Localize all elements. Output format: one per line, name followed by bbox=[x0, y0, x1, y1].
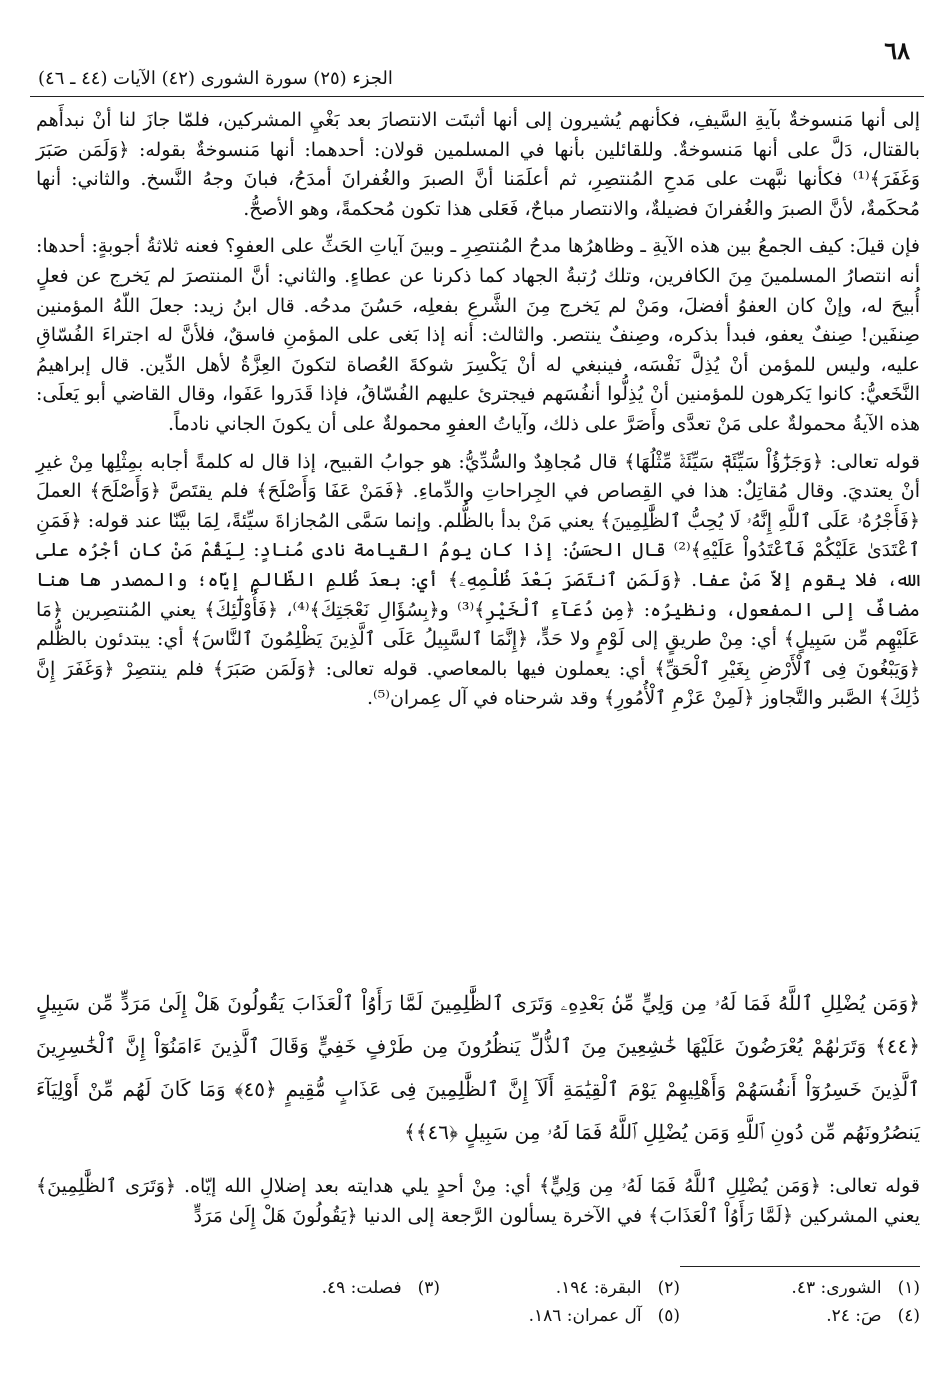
footnote-number: (٣) bbox=[417, 1278, 440, 1298]
footnote bbox=[680, 1302, 920, 1330]
footnote-row bbox=[150, 1274, 920, 1302]
footnote bbox=[440, 1274, 680, 1302]
footnote bbox=[200, 1274, 440, 1302]
footnote-number: (٤) bbox=[897, 1306, 920, 1326]
footnote-text: الشورى: ٤٣. bbox=[791, 1278, 882, 1298]
footnote-text: البقرة: ١٩٤. bbox=[555, 1278, 642, 1298]
page-number: ٦٨ bbox=[884, 36, 910, 65]
footnote-number: (٢) bbox=[657, 1278, 680, 1298]
footnote-row bbox=[150, 1302, 920, 1330]
footnote-text: صَ: ٢٤. bbox=[826, 1306, 882, 1326]
footnote-number: (٥) bbox=[657, 1306, 680, 1326]
footnote-text: آل عمران: ١٨٦. bbox=[528, 1306, 642, 1326]
paragraph: قوله تعالى: ﴿وَجَزَٰٓؤُاْ سَيِّئَةٖ سَيِّئَةٞ مِّثْلُهَا﴾ قال مُجاهِدٌ والسُّدِّيُّ: هو جوابُ القبيح، إذا قال له كلمةً أجابه بمِثْلِها مِنْ غيرِ أنْ يعتديَ. وقال مُقاتِلٌ: هذا في القِصاص في الجِراحاتِ والدِّماءِ. ﴿فَمَنْ عَفَا وَأَصْلَحَ﴾ فلم يقتَصَّ ﴿وَأَصْلَحَ﴾ العملَ ﴿فَأَجْرُهُۥ عَلَى ٱللَّهِ إِنَّهُۥ لَا يُحِبُّ ٱلظَّٰلِمِينَ﴾ يعني مَنْ بدأ بالظُّلم. وإنما سَمَّى المُجازاةَ سيِّئةً، لِمَا بيَّنّا عند قوله: ﴿فَمَنِ ٱعْتَدَىٰ عَلَيْكُمْ فَٱعْتَدُواْ عَلَيْهِ﴾⁽²⁾ قال الحسَنُ: إذا كان يومُ القيامة نادى مُنادٍ: لِيَقُمْ مَنْ كان أجْرُه على الله، فلا يقوم إلاّ مَنْ عفا. ﴿وَلَمَنِ ٱنتَصَرَ بَعْدَ ظُلْمِهِۦ﴾ أي: بعدَ ظُلمِ الظّالمِ إيّاه؛ والمصدر ها هنا مضافٌ إلى المفعول، ونظيرُه: ﴿مِن دُعَآءِ ٱلْخَيْرِ﴾⁽³⁾ و﴿بِسُؤَالِ نَعْجَتِكَ﴾⁽⁴⁾، ﴿فَأُوْلَٰٓئِكَ﴾ يعني المُنتصِرين ﴿مَا عَلَيْهِم مِّن سَبِيلٍ﴾ أي: مِنْ طريقٍ إلى لَوْمٍ ولا حَدٍّ، ﴿إِنَّمَا ٱلسَّبِيلُ عَلَى ٱلَّذِينَ يَظْلِمُونَ ٱلنَّاسَ﴾ أي: يبتدئون بالظُّلم ﴿وَيَبْغُونَ فِى ٱلْأَرْضِ بِغَيْرِ ٱلْحَقِّ﴾ أي: يعملون فيها بالمعاصي. قوله تعالى: ﴿وَلَمَن صَبَرَ﴾ فلم ينتصِرْ ﴿وَغَفَرَ إِنَّ ذَٰلِكَ﴾ الصَّبر والتَّجاوز ﴿لَمِنْ عَزْمِ ٱلْأُمُورِ﴾ وقد شرحناه في آل عِمران⁽⁵⁾. bbox=[36, 450, 920, 710]
commentary-continued: قوله تعالى: ﴿وَمَن يُضْلِلِ ٱللَّهُ فَمَا لَهُۥ مِن وَلِيٍّ﴾ أي: مِنْ أحدٍ يلي هدايته بعد إضلالِ الله إيّاه. ﴿وَتَرَى ٱلظَّٰلِمِينَ﴾ يعني المشركين ﴿لَمَّا رَأَوُاْ ٱلْعَذَابَ﴾ في الآخرة يسألون الرَّجعة إلى الدنيا ﴿يَقُولُونَ هَلْ إِلَىٰ مَرَدٍّ bbox=[36, 1175, 920, 1227]
footnote bbox=[440, 1302, 680, 1330]
footnote bbox=[680, 1274, 920, 1302]
header-rule bbox=[30, 96, 924, 97]
footnote-divider bbox=[680, 1266, 920, 1267]
quran-verses: ﴿وَمَن يُضْلِلِ ٱللَّهُ فَمَا لَهُۥ مِن وَلِيٍّ مِّنۢ بَعْدِهِۦ وَتَرَى ٱلظَّٰلِمِينَ لَمَّا رَأَوُاْ ٱلْعَذَابَ يَقُولُونَ هَلْ إِلَىٰ مَرَدٍّ مِّن سَبِيلٍ ﴿٤٤﴾ وَتَرَىٰهُمْ يُعْرَضُونَ عَلَيْهَا خَٰشِعِينَ مِنَ ٱلذُّلِّ يَنظُرُونَ مِن طَرْفٍ خَفِيٍّ وَقَالَ ٱلَّذِينَ ءَامَنُوٓاْ إِنَّ ٱلْخَٰسِرِينَ ٱلَّذِينَ خَسِرُوٓاْ أَنفُسَهُمْ وَأَهْلِيهِمْ يَوْمَ ٱلْقِيَٰمَةِ أَلَآ إِنَّ ٱلظَّٰلِمِينَ فِى عَذَابٍ مُّقِيمٍ ﴿٤٥﴾ وَمَا كَانَ لَهُم مِّنْ أَوْلِيَآءَ يَنصُرُونَهُم مِّن دُونِ ٱللَّهِ وَمَن يُضْلِلِ ٱللَّهُ فَمَا لَهُۥ مِن سَبِيلٍ ﴿٤٦﴾﴾ bbox=[36, 991, 920, 1144]
paragraph: إلى أنها مَنسوخةٌ بآيةِ السَّيفِ، فكأنهم يُشيرون إلى أنها أثبتَت الانتصارَ بعد بَغْيِ المشركين، فلمّا جازَ لنا أنْ نبدأَهم بالقتال، دَلَّ على أنها مَنسوخةٌ. وللقائلين بأنها في المسلمين قولان: أحدهما: أنها مَنسوخةٌ بقوله: ﴿وَلَمَن صَبَرَ وَغَفَرَ﴾⁽¹⁾ فكأنها نبَّهت على مَدحِ المُنتصِرِ، ثم أعلَمَنا أنَّ الصبرَ والغُفرانَ أمدَحُ، فبانَ وجهُ النَّسخ. والثاني: أنها مُحكَمةٌ، لأنَّ الصبرَ والغُفرانَ فضيلةٌ، والانتصار مباحٌ، فَعَلى هذا تكون مُحكمةً، وهو الأصحُّ. bbox=[36, 109, 920, 220]
footnote-number: (١) bbox=[897, 1278, 920, 1298]
footnote-text: فصلت: ٤٩. bbox=[321, 1278, 402, 1298]
paragraph: فإن قيلَ: كيف الجمعُ بين هذه الآيةِ ـ وظاهرُها مدحُ المُنتصِرِ ـ وبينَ آياتِ الحَثِّ على العفوِ؟ فعنه ثلاثةُ أجوبةٍ: أحدها: أنه انتصارُ المسلمينَ مِنَ الكافرين، وتلك رُتبةُ الجهاد كما ذكرنا عن عطاءٍ. والثاني: أنَّ المنتصرَ لم يَخرج عن فعلٍ أُبيحَ له، وإنْ كان العفوُ أفضلَ، ومَنْ لم يَخرج مِنَ الشَّرعِ بفعلِه، حَسُنَ مدحُه. قال ابنُ زيد: جعلَ اللّهُ المؤمنين صِنفَين! صِنفٌ يعفو، فبدأ بذكره، وصِنفٌ ينتصر. والثالث: أنه إذا بَغى على المؤمنِ فاسقٌ، فلأنَّ له اجتراءَ الفُسّاقِ عليه، وليس للمؤمن أنْ يُذِلَّ نَفْسَه، فينبغي له أنْ يَكْسِرَ شوكةَ العُصاة لتكونَ العِزَّةُ لأهل الدِّين. قال إبراهيمُ النَّخَعيُّ: كانوا يَكرهون للمؤمنين أنْ يُذِلُّوا أنفُسَهم فيجترئ عليهم الفُسّاقُ، فإذا قَدَروا عَفَوا، وقال القاضي أبو يَعلَى: هذه الآيةُ محمولةٌ على مَنْ تعدَّى وأَصَرَّ على ذلك، وآياتُ العفوِ محمولةٌ على أن يكونَ الجاني نادماً. bbox=[36, 235, 920, 435]
running-title: الجزء (٢٥) سورة الشورى (٤٢) الآيات (٤٤ ـ ٤٦) bbox=[38, 68, 393, 89]
book-page bbox=[30, 34, 924, 1364]
footnotes bbox=[150, 1274, 920, 1330]
commentary-section bbox=[36, 106, 920, 722]
